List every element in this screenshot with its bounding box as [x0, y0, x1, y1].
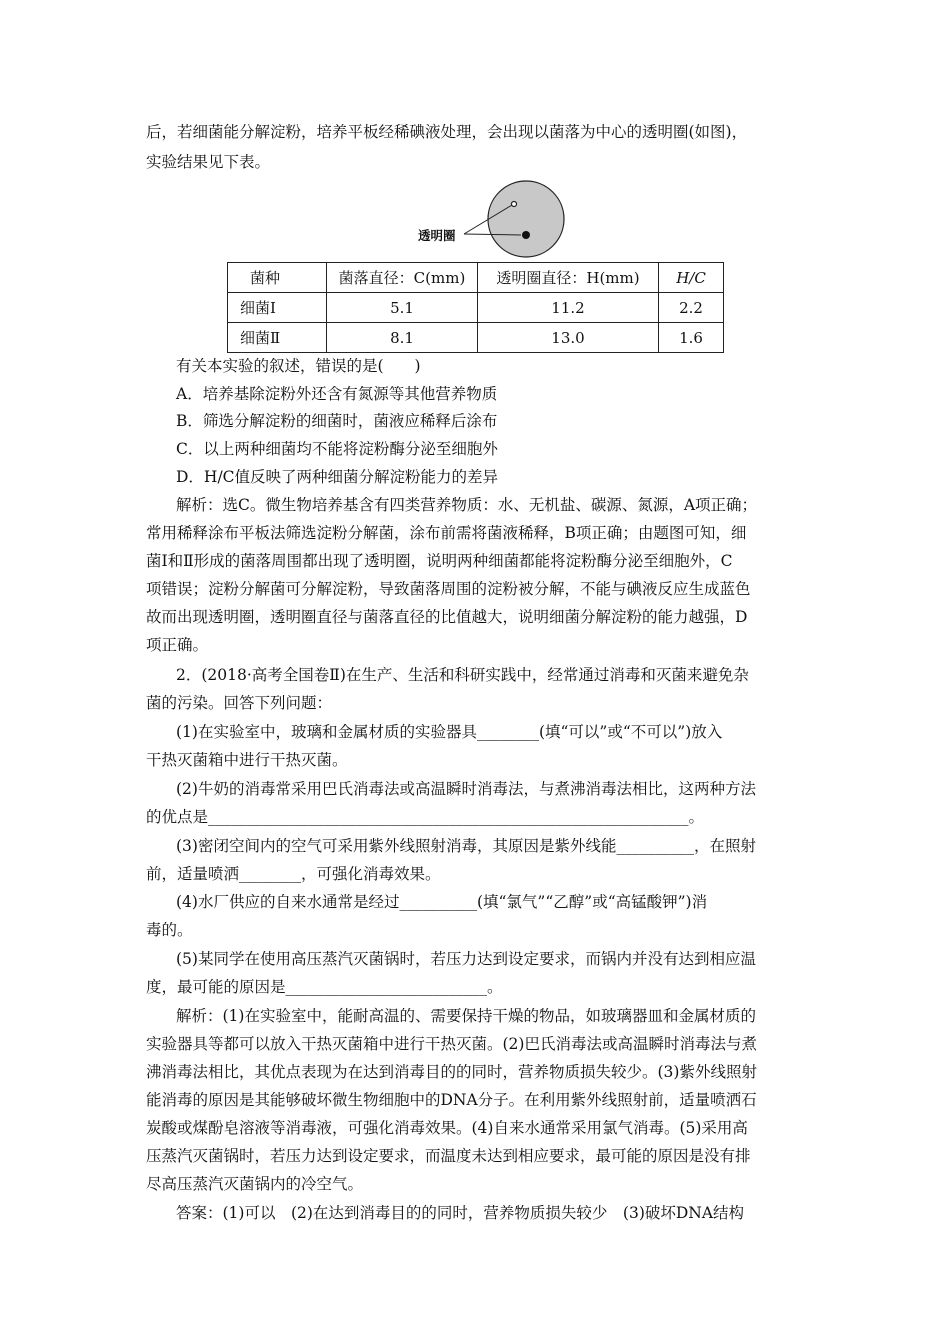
table-header: 透明圈直径：H(mm)	[478, 263, 659, 293]
analysis-line: 能消毒的原因是其能够破坏微生物细胞中的DNA分子。在利用紫外线照射前，适量喷洒石	[146, 1091, 757, 1109]
question2-part: (2)牛奶的消毒常采用巴氏消毒法或高温瞬时消毒法，与煮沸消毒法相比，这两种方法	[176, 780, 756, 798]
analysis-line: 实验器具等都可以放入干热灭菌箱中进行干热灭菌。(2)巴氏消毒法或高温瞬时消毒法与煮	[146, 1035, 757, 1053]
analysis-line: 尽高压蒸汽灭菌锅内的冷空气。	[146, 1175, 364, 1193]
question2-part: 度，最可能的原因是__________________________。	[146, 978, 503, 996]
large-colony-dot	[522, 231, 530, 239]
small-colony-dot	[512, 202, 517, 207]
analysis-line: 解析：选C。微生物培养基含有四类营养物质：水、无机盐、碳源、氮源，A项正确；	[176, 496, 758, 514]
table-cell: 13.0	[478, 323, 659, 353]
petri-dish-diagram	[414, 178, 574, 260]
analysis-line: 故而出现透明圈，透明圈直径与菌落直径的比值越大，说明细菌分解淀粉的能力越强，D	[146, 608, 748, 626]
table-row	[228, 323, 724, 353]
intro-line: 后，若细菌能分解淀粉，培养平板经稀碘液处理，会出现以菌落为中心的透明圈(如图)，	[146, 123, 748, 141]
analysis-line: 项错误；淀粉分解菌可分解淀粉，导致菌落周围的淀粉被分解，不能与碘液反应生成蓝色	[146, 580, 751, 598]
question2-stem: 2．(2018·高考全国卷Ⅱ)在生产、生活和科研实践中，经常通过消毒和灭菌来避免杂	[176, 666, 749, 684]
question2-part: (1)在实验室中，玻璃和金属材质的实验器具________(填“可以”或“不可以”)放入	[176, 723, 723, 741]
table-cell: 8.1	[327, 323, 478, 353]
transparent-zone-figure	[414, 178, 574, 260]
question2-part: 的优点是______________________________________________________________。	[146, 808, 705, 826]
question2-part: (4)水厂供应的自来水通常是经过__________(填“氯气”“乙醇”或“高锰酸钾”)消	[176, 893, 708, 911]
analysis-line: 沸消毒法相比，其优点表现为在达到消毒目的的同时，营养物质损失较少。(3)紫外线照射	[146, 1063, 757, 1081]
question-stem: 有关本实验的叙述，错误的是( )	[176, 357, 421, 375]
analysis-line: 炭酸或煤酚皂溶液等消毒液，可强化消毒效果。(4)自来水通常采用氯气消毒。(5)采用高	[146, 1119, 748, 1137]
table-header: H/C	[659, 263, 724, 293]
figure-label: 透明圈	[418, 228, 456, 243]
question2-part: 毒的。	[146, 921, 193, 939]
table-row	[228, 293, 724, 323]
analysis-line: 常用稀释涂布平板法筛选淀粉分解菌，涂布前需将菌液稀释，B项正确；由题图可知，细	[146, 524, 747, 542]
option-a: A．培养基除淀粉外还含有氮源等其他营养物质	[176, 385, 498, 403]
question2-stem: 菌的污染。回答下列问题：	[146, 694, 333, 712]
table-cell: 细菌Ⅰ	[228, 293, 327, 323]
analysis-line: 解析：(1)在实验室中，能耐高温的、需要保持干燥的物品，如玻璃器皿和金属材质的	[176, 1007, 756, 1025]
table-cell: 11.2	[478, 293, 659, 323]
results-table	[227, 262, 724, 353]
option-d: D．H/C值反映了两种细菌分解淀粉能力的差异	[176, 468, 499, 486]
question2-part: (5)某同学在使用高压蒸汽灭菌锅时，若压力达到设定要求，而锅内并没有达到相应温	[176, 950, 756, 968]
petri-dish-circle	[488, 181, 564, 257]
table-cell: 细菌Ⅱ	[228, 323, 327, 353]
table-header: 菌落直径：C(mm)	[327, 263, 478, 293]
table-cell: 1.6	[659, 323, 724, 353]
question2-part: 前，适量喷洒________，可强化消毒效果。	[146, 865, 441, 883]
question2-part: (3)密闭空间内的空气可采用紫外线照射消毒，其原因是紫外线能__________，在照射	[176, 837, 756, 855]
table-cell: 2.2	[659, 293, 724, 323]
option-b: B．筛选分解淀粉的细菌时，菌液应稀释后涂布	[176, 412, 498, 430]
analysis-line: 压蒸汽灭菌锅时，若压力达到设定要求，而温度未达到相应要求，最可能的原因是没有排	[146, 1147, 751, 1165]
analysis-line: 菌Ⅰ和Ⅱ形成的菌落周围都出现了透明圈，说明两种细菌都能将淀粉酶分泌至细胞外，C	[146, 552, 733, 570]
table-header-row	[228, 263, 724, 293]
table-header: 菌种	[228, 263, 327, 293]
intro-line: 实验结果见下表。	[146, 153, 271, 171]
answer-line: 答案：(1)可以 (2)在达到消毒目的的同时，营养物质损失较少 (3)破坏DNA结构	[176, 1204, 745, 1222]
question2-part: 干热灭菌箱中进行干热灭菌。	[146, 751, 348, 769]
table-cell: 5.1	[327, 293, 478, 323]
option-c: C．以上两种细菌均不能将淀粉酶分泌至细胞外	[176, 440, 498, 458]
analysis-line: 项正确。	[146, 636, 209, 654]
